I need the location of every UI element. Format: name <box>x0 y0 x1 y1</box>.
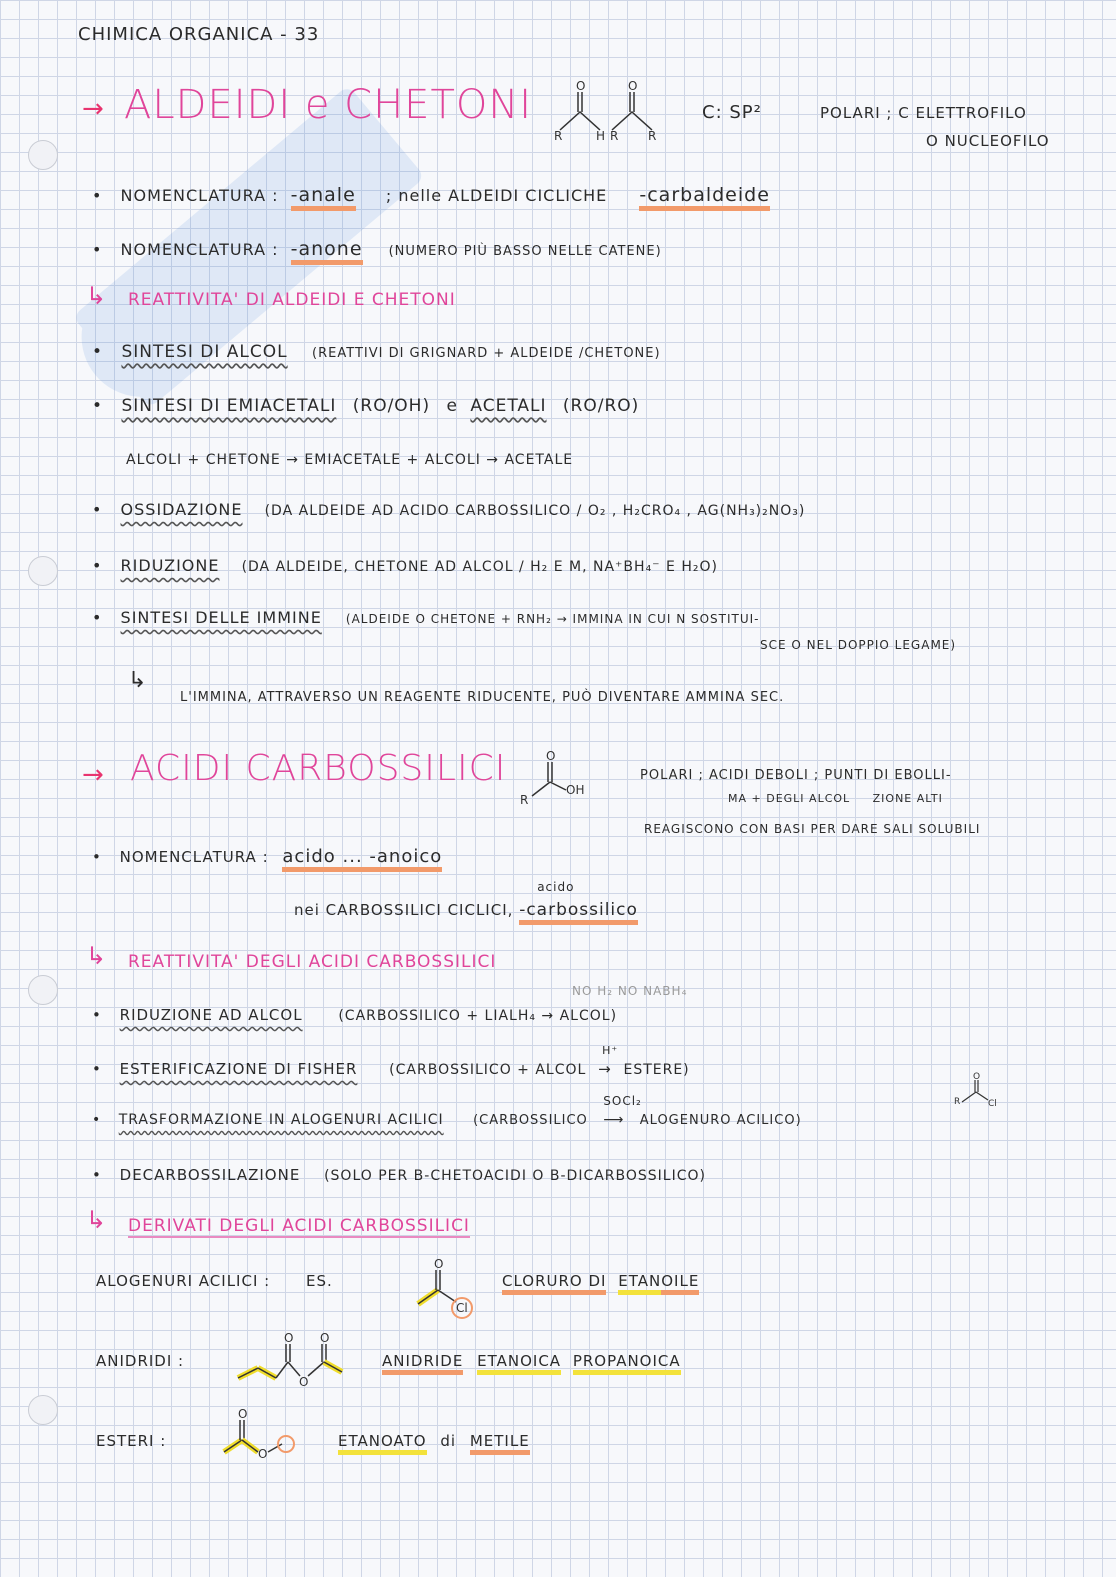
atom-o: O <box>238 1407 248 1421</box>
es: ES. <box>305 1272 333 1290</box>
atom-o: O <box>628 79 638 93</box>
note: (CARBOSSILICO + LIALH₄ → ALCOL) <box>338 1008 618 1024</box>
trasformazione-alogenuri <box>92 1094 802 1128</box>
nomenclatura-acidi <box>92 846 442 867</box>
punch-hole <box>28 556 58 586</box>
mid: ; nelle ALDEIDI CICLICHE <box>385 186 608 205</box>
part2: di <box>440 1432 457 1450</box>
suffix: -anone <box>291 238 363 265</box>
label: ALOGENURI ACILICI : <box>96 1272 271 1290</box>
note: (CARBOSSILICO + ALCOL <box>389 1062 587 1078</box>
title: RIDUZIONE AD ALCOL <box>119 1006 303 1024</box>
punch-hole <box>28 1395 58 1425</box>
nomenclatura-aldeidi <box>92 184 770 206</box>
arrow-icon: ⟶ <box>603 1112 625 1128</box>
decarbossilazione <box>92 1166 706 1184</box>
reattivita-aldeidi-title: REATTIVITA' DI ALDEIDI E CHETONI <box>128 290 456 310</box>
alogenuri-acilici <box>96 1272 333 1290</box>
atom-o: O <box>434 1257 444 1271</box>
part1: ANIDRIDE <box>382 1352 463 1375</box>
methyl-ester-structure <box>220 1408 310 1464</box>
hybridization: C: SP² <box>702 102 762 123</box>
atom-o: O <box>299 1375 309 1389</box>
riduzione <box>92 556 718 575</box>
riduzione-note: NO H₂ NO NABH₄ <box>572 984 688 998</box>
section-title-acidi: ACIDI CARBOSSILICI <box>130 748 507 789</box>
title: TRASFORMAZIONE IN ALOGENURI ACILICI <box>118 1112 444 1128</box>
acidi-props-2: MA + DEGLI ALCOL ZIONE ALTI <box>728 792 943 805</box>
esteri-label: ESTERI : <box>96 1432 167 1450</box>
atom-o: O <box>284 1331 294 1345</box>
cloruro-name <box>502 1272 699 1290</box>
conj: e <box>446 396 458 416</box>
acetali-equation: ALCOLI + CHETONE → EMIACETALE + ALCOLI → ACETALE <box>126 452 574 468</box>
sup: acido <box>537 880 575 894</box>
acetyl-chloride-structure <box>412 1258 482 1320</box>
note: (ALDEIDE O CHETONE + RNH₂ → IMMINA IN CUI N SOSTITUI- <box>345 612 760 626</box>
atom-cl: Cl <box>988 1099 997 1109</box>
aldehyde-ketone-structures <box>550 79 660 143</box>
atom-r: R <box>954 1097 961 1107</box>
end: ESTERE) <box>623 1062 690 1078</box>
note: (RO/OH) <box>352 396 431 416</box>
title: SINTESI DI ALCOL <box>121 342 288 362</box>
riduzione-alcol <box>92 1006 617 1024</box>
carboxylic-acid-structure <box>520 749 600 808</box>
nomenclatura-chetoni <box>92 238 662 260</box>
label: NOMENCLATURA : <box>120 186 279 205</box>
part2: ETAN <box>618 1272 661 1295</box>
anidridi-label: ANIDRIDI : <box>96 1352 185 1370</box>
title: RIDUZIONE <box>120 556 220 575</box>
note: (CARBOSSILICO <box>473 1113 588 1128</box>
section-title-aldeidi: ALDEIDI e CHETONI <box>124 82 533 128</box>
immine-note: L'IMMINA, ATTRAVERSO UN REAGENTE RIDUCENTE, PUÒ DIVENTARE AMMINA SEC. <box>180 690 785 705</box>
atom-r: R <box>648 129 657 143</box>
arrow-icon: → <box>82 760 104 790</box>
atom-o: O <box>546 749 556 763</box>
pre: nei CARBOSSILICI CICLICI, <box>294 901 514 919</box>
part3: OILE <box>661 1272 699 1295</box>
value: acido ... -anoico <box>282 846 442 872</box>
atom-o: O <box>320 1331 330 1345</box>
esterificazione <box>92 1044 690 1078</box>
note: (SOLO PER Β-CHETOACIDI O Β-DICARBOSSILICO) <box>324 1168 706 1184</box>
atom-h: H <box>596 129 606 143</box>
catalyst: H⁺ <box>602 1044 619 1057</box>
derivati-title: DERIVATI DEGLI ACIDI CARBOSSILICI <box>128 1216 470 1236</box>
note2: (RO/RO) <box>562 396 640 416</box>
cyclic-suffix: -carbaldeide <box>639 184 770 211</box>
arrow-icon: ↳ <box>128 668 147 693</box>
arrow-icon: ↳ <box>86 1206 107 1234</box>
atom-cl: Cl <box>456 1301 468 1315</box>
aldeidi-props-2: O NUCLEOFILO <box>926 132 1050 150</box>
note: (REATTIVI DI GRIGNARD + ALDEIDE /CHETONE) <box>312 346 661 361</box>
suffix: -carbossilico <box>519 900 638 925</box>
note: (DA ALDEIDE AD ACIDO CARBOSSILICO / O₂ , H₂CRO₄ , AG(NH₃)₂NO₃) <box>264 503 806 519</box>
punch-hole <box>28 140 58 170</box>
arrow-icon: → <box>598 1060 612 1078</box>
page-title: CHIMICA ORGANICA - 33 <box>78 24 320 45</box>
part1: ETANOATO <box>338 1432 427 1455</box>
acyl-chloride-small <box>954 1074 1004 1110</box>
suffix: -anale <box>291 184 356 211</box>
anidride-name <box>382 1352 681 1370</box>
sintesi-alcol <box>92 342 661 362</box>
note: (DA ALDEIDE, CHETONE AD ALCOL / H₂ E M, NA⁺BH₄⁻ E H₂O) <box>241 559 718 575</box>
punch-hole <box>28 975 58 1005</box>
label: NOMENCLATURA : <box>120 240 279 259</box>
ossidazione <box>92 500 805 519</box>
part2: ETANOICA <box>477 1352 561 1375</box>
nomenclatura-ciclici <box>294 880 638 920</box>
atom-o: O <box>258 1447 268 1461</box>
reattivita-acidi-title: REATTIVITA' DEGLI ACIDI CARBOSSILICI <box>128 952 497 972</box>
atom-r: R <box>610 129 619 143</box>
acidi-props-1: POLARI ; ACIDI DEBOLI ; PUNTI DI EBOLLI- <box>640 768 952 783</box>
title: DECARBOSSILAZIONE <box>119 1166 301 1184</box>
reagent: SOCl₂ <box>603 1094 642 1108</box>
arrow-icon: ↳ <box>86 282 107 310</box>
arrow-icon: ↳ <box>86 942 107 970</box>
title: OSSIDAZIONE <box>120 500 243 519</box>
atom-o: O <box>576 79 586 93</box>
acidi-props-3: REAGISCONO CON BASI PER DARE SALI SOLUBILI <box>644 822 981 836</box>
atom-r: R <box>554 129 563 143</box>
part3: PROPANOICA <box>573 1352 681 1375</box>
sintesi-acetali <box>92 396 639 416</box>
title: SINTESI DI EMIACETALI <box>121 396 337 416</box>
part3: METILE <box>470 1432 530 1455</box>
anhydride-structure <box>232 1332 362 1392</box>
end: ALOGENURO ACILICO) <box>639 1113 802 1128</box>
title: ESTERIFICAZIONE DI FISHER <box>119 1060 358 1078</box>
sintesi-immine <box>92 608 760 627</box>
arrow-icon: → <box>82 94 104 124</box>
label: NOMENCLATURA : <box>119 848 269 866</box>
part1: CLORURO DI <box>502 1272 606 1295</box>
atom-r: R <box>520 793 529 807</box>
estere-name <box>338 1432 530 1450</box>
note: (NUMERO PIÙ BASSO NELLE CATENE) <box>388 244 662 259</box>
title: SINTESI DELLE IMMINE <box>120 608 322 627</box>
atom-oh: OH <box>566 783 585 797</box>
aldeidi-props-1: POLARI ; C ELETTROFILO <box>820 104 1027 122</box>
atom-o: O <box>973 1072 981 1082</box>
title2: ACETALI <box>470 396 547 416</box>
sintesi-immine-cont: SCE O NEL DOPPIO LEGAME) <box>760 638 957 652</box>
